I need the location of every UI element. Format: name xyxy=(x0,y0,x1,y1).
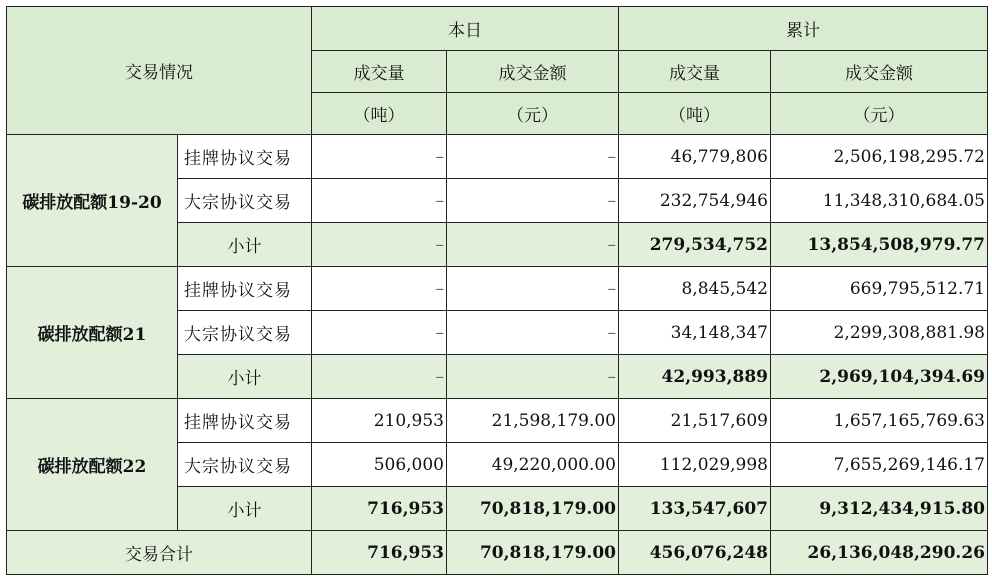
day-amount: 21,598,179.00 xyxy=(447,399,619,443)
cum-amount: 9,312,434,915.80 xyxy=(771,487,988,531)
day-volume: – xyxy=(312,135,447,179)
table-row xyxy=(7,399,988,443)
day-volume: – xyxy=(312,223,447,267)
cum-amount: 11,348,310,684.05 xyxy=(771,179,988,223)
cum-amount: 2,299,308,881.98 xyxy=(771,311,988,355)
header-cum-amount: 成交金额 xyxy=(771,51,988,93)
header-cum-volume-unit: （吨） xyxy=(619,93,771,135)
trade-type: 大宗协议交易 xyxy=(178,443,312,487)
subtotal-label: 小计 xyxy=(178,487,312,531)
cum-volume: 8,845,542 xyxy=(619,267,771,311)
cum-volume: 34,148,347 xyxy=(619,311,771,355)
subtotal-label: 小计 xyxy=(178,355,312,399)
day-amount: – xyxy=(447,179,619,223)
trade-type: 挂牌协议交易 xyxy=(178,135,312,179)
total-label: 交易合计 xyxy=(7,531,312,575)
cum-volume: 42,993,889 xyxy=(619,355,771,399)
table-row xyxy=(7,135,988,179)
group-name: 碳排放配额21 xyxy=(7,267,178,399)
day-amount: – xyxy=(447,223,619,267)
header-cumulative: 累计 xyxy=(619,7,988,51)
trade-type: 大宗协议交易 xyxy=(178,179,312,223)
table-row xyxy=(7,267,988,311)
day-amount: – xyxy=(447,267,619,311)
cum-volume: 21,517,609 xyxy=(619,399,771,443)
total-cum-amount: 26,136,048,290.26 xyxy=(771,531,988,575)
cum-volume: 232,754,946 xyxy=(619,179,771,223)
group-name: 碳排放配额19-20 xyxy=(7,135,178,267)
day-amount: – xyxy=(447,355,619,399)
subtotal-label: 小计 xyxy=(178,223,312,267)
cum-volume: 133,547,607 xyxy=(619,487,771,531)
total-day-amount: 70,818,179.00 xyxy=(447,531,619,575)
cum-volume: 112,029,998 xyxy=(619,443,771,487)
group-name: 碳排放配额22 xyxy=(7,399,178,531)
day-volume: 716,953 xyxy=(312,487,447,531)
cum-amount: 7,655,269,146.17 xyxy=(771,443,988,487)
cum-amount: 2,969,104,394.69 xyxy=(771,355,988,399)
day-amount: – xyxy=(447,311,619,355)
cum-volume: 279,534,752 xyxy=(619,223,771,267)
header-cum-amount-unit: （元） xyxy=(771,93,988,135)
header-corner: 交易情况 xyxy=(7,7,312,135)
trade-type: 挂牌协议交易 xyxy=(178,399,312,443)
header-today: 本日 xyxy=(312,7,619,51)
cum-amount: 13,854,508,979.77 xyxy=(771,223,988,267)
day-volume: – xyxy=(312,179,447,223)
carbon-trading-table xyxy=(6,6,988,575)
day-volume: – xyxy=(312,267,447,311)
day-volume: 210,953 xyxy=(312,399,447,443)
day-volume: – xyxy=(312,355,447,399)
trade-type: 挂牌协议交易 xyxy=(178,267,312,311)
trade-type: 大宗协议交易 xyxy=(178,311,312,355)
total-day-volume: 716,953 xyxy=(312,531,447,575)
cum-amount: 1,657,165,769.63 xyxy=(771,399,988,443)
total-cum-volume: 456,076,248 xyxy=(619,531,771,575)
header-today-volume: 成交量 xyxy=(312,51,447,93)
header-cum-volume: 成交量 xyxy=(619,51,771,93)
day-amount: 49,220,000.00 xyxy=(447,443,619,487)
cum-amount: 669,795,512.71 xyxy=(771,267,988,311)
header-today-amount: 成交金额 xyxy=(447,51,619,93)
header-today-volume-unit: （吨） xyxy=(312,93,447,135)
day-amount: 70,818,179.00 xyxy=(447,487,619,531)
day-volume: 506,000 xyxy=(312,443,447,487)
day-amount: – xyxy=(447,135,619,179)
day-volume: – xyxy=(312,311,447,355)
cum-amount: 2,506,198,295.72 xyxy=(771,135,988,179)
total-row xyxy=(7,531,988,575)
header-today-amount-unit: （元） xyxy=(447,93,619,135)
cum-volume: 46,779,806 xyxy=(619,135,771,179)
